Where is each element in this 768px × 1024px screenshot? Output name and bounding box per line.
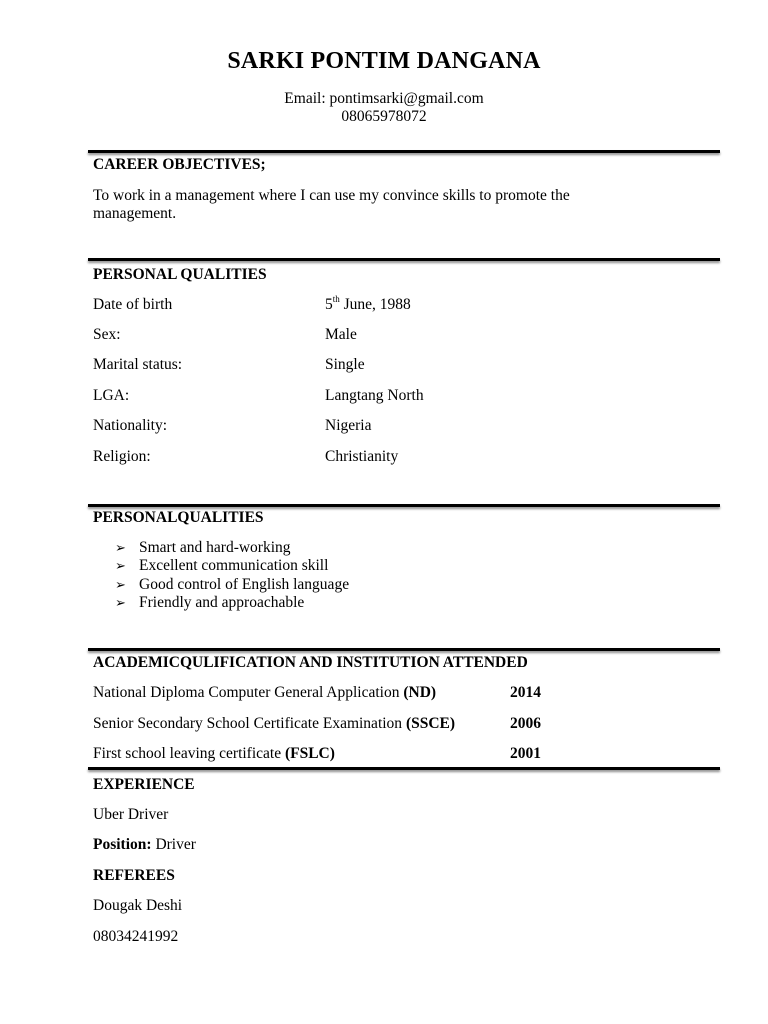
section-divider xyxy=(88,767,720,770)
arrowhead-bullet-icon: ➢ xyxy=(115,594,126,610)
list-item: ➢ Smart and hard-working xyxy=(115,539,291,556)
dob-value: 5th June, 1988 xyxy=(325,294,411,313)
experience-heading: EXPERIENCE xyxy=(93,776,195,793)
lga-label: LGA: xyxy=(93,387,130,404)
arrowhead-bullet-icon: ➢ xyxy=(115,576,126,592)
list-item: ➢ Good control of English language xyxy=(115,575,350,593)
lga-value: Langtang North xyxy=(325,387,424,404)
section-divider xyxy=(88,504,720,507)
phone-line: 08065978072 xyxy=(341,108,427,125)
academic-year-fslc: 2001 xyxy=(510,745,541,762)
academic-row-fslc: First school leaving certificate (FSLC) xyxy=(93,745,335,762)
academic-heading: ACADEMICQULIFICATION AND INSTITUTION ATTENDED xyxy=(93,654,528,671)
religion-value: Christianity xyxy=(325,448,399,465)
academic-row-nd: National Diploma Computer General Application (ND) xyxy=(93,684,437,701)
section-divider xyxy=(88,258,720,261)
career-objective-line-1: To work in a management where I can use my convince skills to promote the xyxy=(93,187,570,204)
resume-name: SARKI PONTIM DANGANA xyxy=(227,48,541,74)
marital-status-label: Marital status: xyxy=(93,356,183,373)
nationality-label: Nationality: xyxy=(93,417,168,434)
arrowhead-bullet-icon: ➢ xyxy=(115,540,126,555)
email-line: Email: pontimsarki@gmail.com xyxy=(284,90,484,107)
sex-value: Male xyxy=(325,326,357,343)
personal-details-heading: PERSONAL QUALITIES xyxy=(93,266,267,283)
list-item: ➢ Friendly and approachable xyxy=(115,593,305,611)
career-objectives-heading: CAREER OBJECTIVES; xyxy=(93,156,266,173)
career-objective-line-2: management. xyxy=(93,205,177,222)
personal-qualities-heading: PERSONALQUALITIES xyxy=(93,509,264,526)
referee-name: Dougak Deshi xyxy=(93,897,183,914)
section-divider xyxy=(88,150,720,153)
section-divider xyxy=(88,648,720,651)
list-item: ➢ Excellent communication skill xyxy=(115,557,329,575)
religion-label: Religion: xyxy=(93,448,151,465)
academic-year-nd: 2014 xyxy=(510,684,541,701)
qualities-list xyxy=(115,539,349,612)
sex-label: Sex: xyxy=(93,326,121,343)
academic-row-ssce: Senior Secondary School Certificate Examination (SSCE) xyxy=(93,715,456,732)
experience-employer: Uber Driver xyxy=(93,806,169,823)
academic-year-ssce: 2006 xyxy=(510,715,541,732)
dob-label: Date of birth xyxy=(93,296,173,313)
nationality-value: Nigeria xyxy=(325,417,372,434)
referee-phone: 08034241992 xyxy=(93,928,179,945)
arrowhead-bullet-icon: ➢ xyxy=(115,558,126,574)
marital-status-value: Single xyxy=(325,356,365,373)
referees-heading: REFEREES xyxy=(93,867,175,884)
experience-position: Position: Driver xyxy=(93,836,196,853)
